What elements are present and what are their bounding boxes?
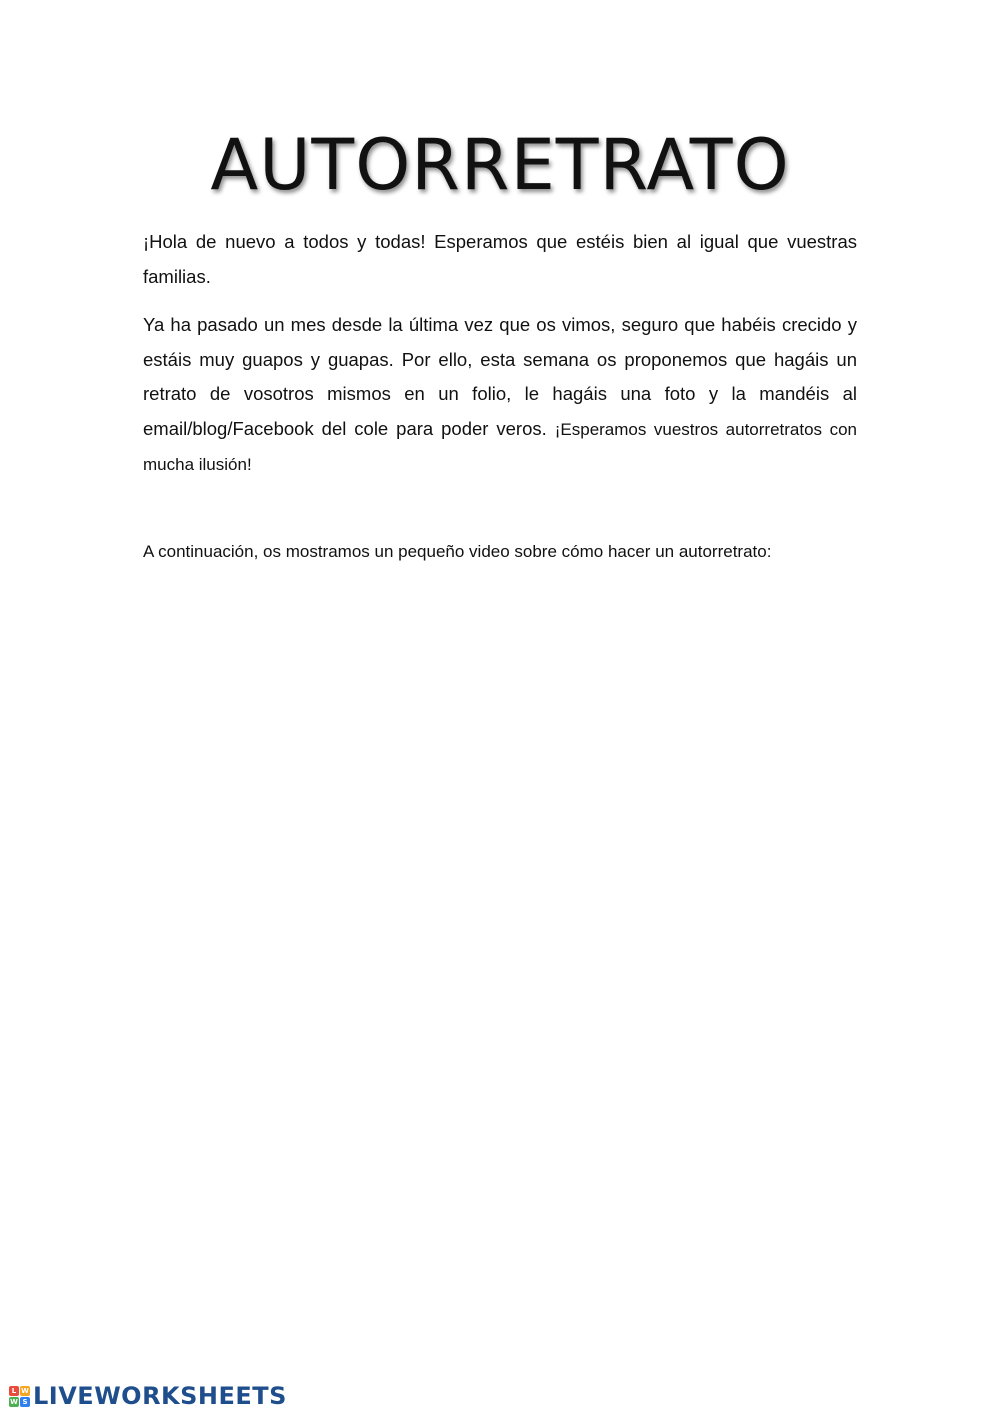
logo-mark-icon bbox=[9, 1386, 30, 1407]
intro-text bbox=[143, 225, 857, 497]
video-intro-text: A continuación, os mostramos un pequeño video sobre cómo hacer un autorretrato: bbox=[143, 542, 772, 561]
logo-mark-tile-3: W bbox=[10, 1397, 18, 1406]
logo-mark-tile-2: W bbox=[21, 1386, 29, 1395]
closing-text: ¡Esperamos vuestros autorretratos con mucha ilusión! bbox=[143, 419, 857, 474]
logo-mark-tile-4: S bbox=[20, 1397, 30, 1407]
logo-text: LIVEWORKSHEETS bbox=[33, 1382, 287, 1410]
instructions-paragraph bbox=[143, 308, 857, 483]
liveworksheets-logo bbox=[9, 1381, 287, 1411]
page-title: AUTORRETRATO bbox=[210, 124, 790, 206]
logo-mark-tile-1: L bbox=[9, 1386, 19, 1396]
instructions-text: Ya ha pasado un mes desde la última vez que os vimos, seguro que habéis crecido y estáis muy guapos y guapas. Por ello, esta semana os proponemos que hagáis un retrato de vosotros mismos en un folio, le hagáis una foto y la mandéis al email/blog/Facebook del cole para poder veros. bbox=[143, 314, 857, 439]
greeting-paragraph: ¡Hola de nuevo a todos y todas! Esperamos que estéis bien al igual que vuestras familias. bbox=[143, 231, 857, 287]
